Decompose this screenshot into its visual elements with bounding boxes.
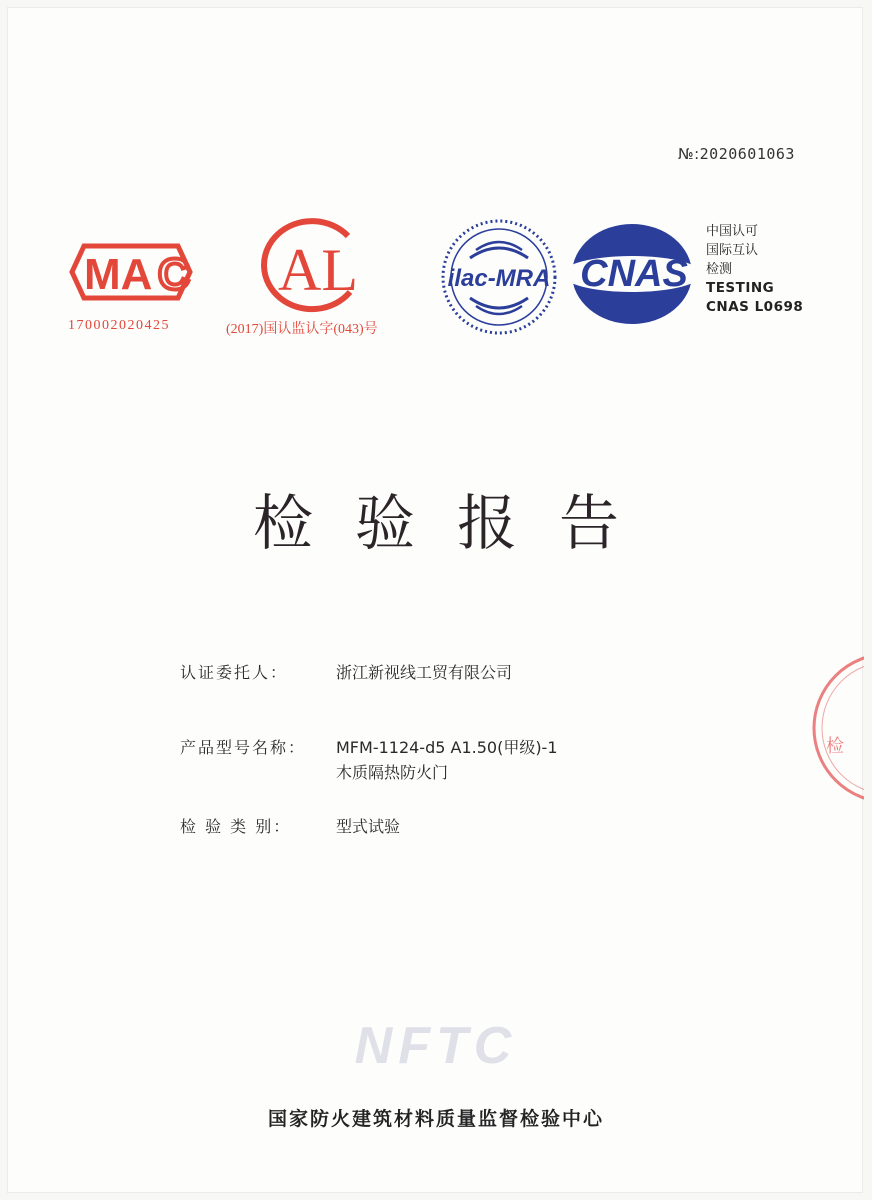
cma-logo-c: C: [158, 250, 190, 299]
cma-logo: [66, 236, 196, 308]
cnas-logo: [566, 220, 702, 328]
ilac-mra-logo: [440, 218, 558, 336]
official-seal-stamp: [808, 648, 864, 808]
cal-code: (2017)国认监认字(043)号: [226, 322, 378, 337]
cma-code: 170002020425: [68, 318, 170, 333]
cal-logo-text: AL: [278, 237, 358, 303]
product-value-line1: MFM-1124-d5 A1.50(甲级)-1: [336, 738, 558, 757]
client-field: [180, 660, 512, 683]
client-label: 认证委托人：: [180, 663, 289, 682]
cal-logo: [250, 214, 366, 314]
nftc-watermark: NFTC: [354, 1017, 518, 1075]
cnas-caption-line1: 中国认可: [706, 224, 759, 239]
product-field: [180, 735, 558, 758]
type-field: [180, 814, 400, 837]
report-title: 检验报告: [253, 489, 661, 559]
type-label: 检 验 类 别：: [180, 817, 292, 836]
report-number-prefix: №:: [678, 145, 700, 163]
issuing-organization: 国家防火建筑材料质量监督检验中心: [267, 1108, 604, 1130]
report-cover-page: [8, 8, 862, 1192]
cnas-caption-line3: 检测: [706, 262, 733, 277]
product-label: 产品型号名称：: [180, 738, 307, 757]
report-number: [678, 145, 795, 163]
report-number-value: 2020601063: [699, 145, 795, 163]
client-value: 浙江新视线工贸有限公司: [336, 663, 513, 682]
seal-text: 检: [826, 736, 844, 757]
cnas-caption-line2: 国际互认: [706, 243, 759, 258]
cnas-caption-line4: TESTING: [706, 280, 775, 296]
cma-logo-text: MA: [84, 250, 153, 299]
ilac-mra-text: ilac-MRA: [447, 265, 551, 292]
product-value-line2: 木质隔热防火门: [336, 763, 449, 782]
type-value: 型式试验: [336, 817, 401, 836]
cnas-caption-line5: CNAS L0698: [706, 299, 804, 315]
cnas-caption: [706, 222, 803, 317]
cnas-logo-text: CNAS: [580, 253, 688, 295]
